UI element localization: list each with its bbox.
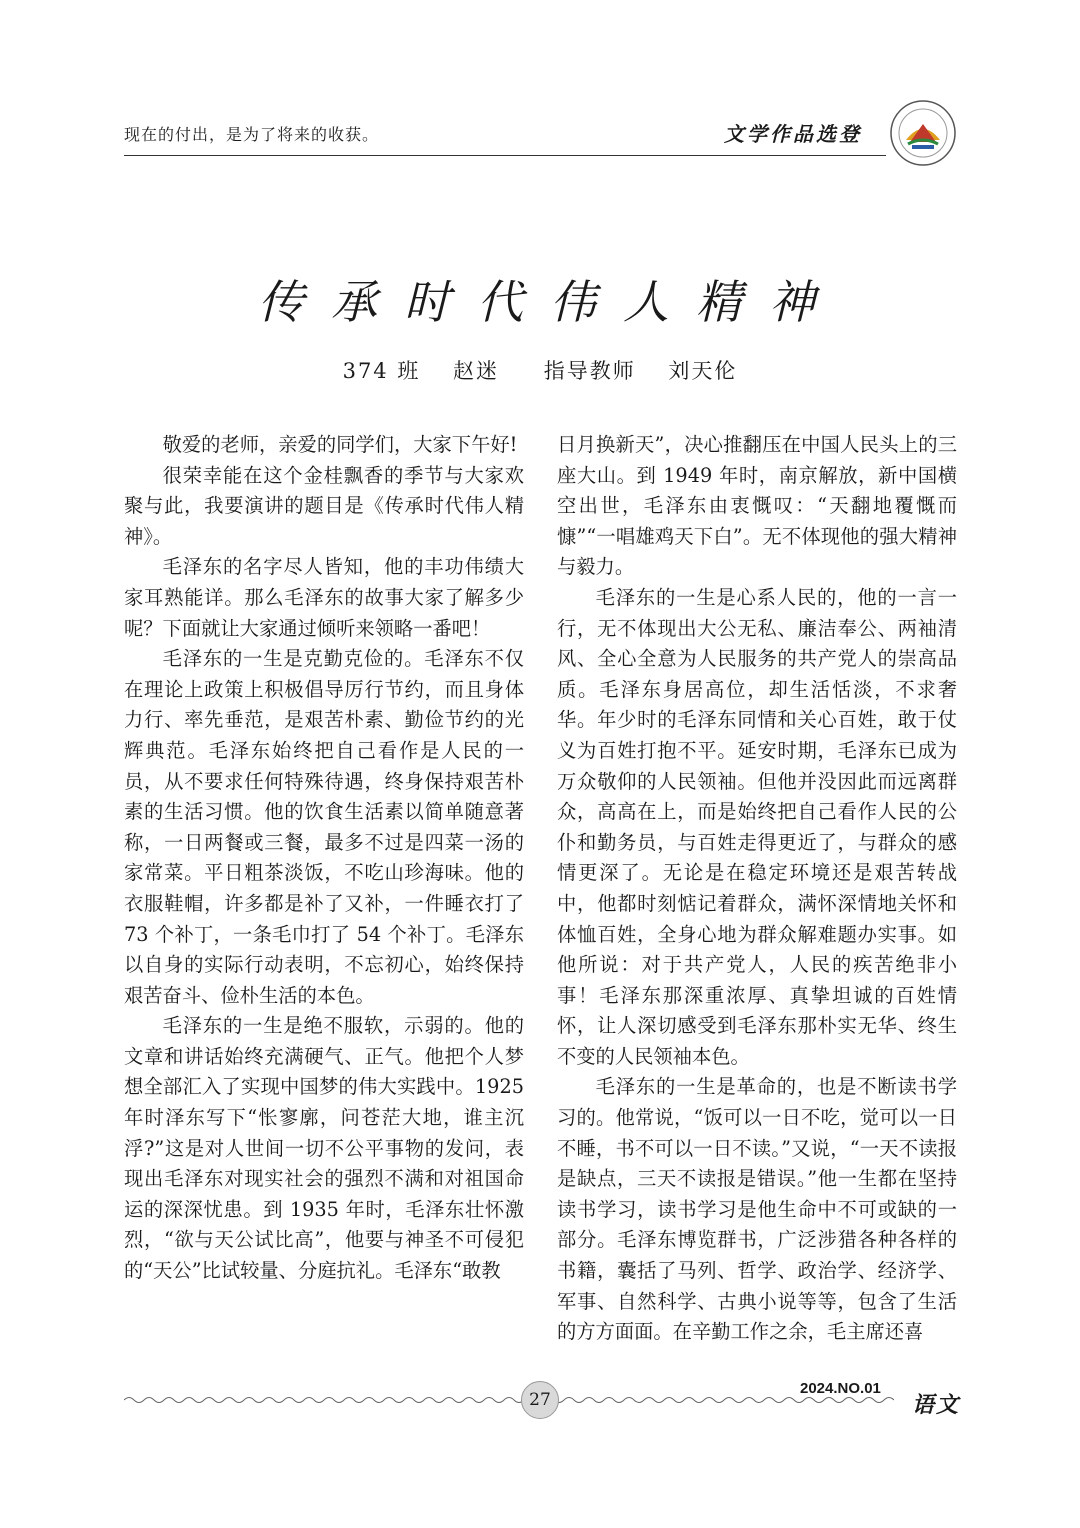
byline: [0, 355, 1080, 385]
header-divider: [124, 155, 886, 156]
left-column: [124, 430, 524, 1287]
byline-advisor-label: 指导教师: [543, 359, 636, 383]
paragraph: 毛泽东的名字尽人皆知，他的丰功伟绩大家耳熟能详。那么毛泽东的故事大家了解多少呢？下面就让大家通过倾听来领略一番吧！: [124, 555, 524, 640]
school-logo-icon: [888, 98, 958, 168]
paragraph: 很荣幸能在这个金桂飘香的季节与大家欢聚与此，我要演讲的题目是《传承时代伟人精神》。: [124, 463, 524, 548]
footer-wave-divider: [124, 1393, 894, 1407]
byline-class: 374 班: [342, 359, 421, 383]
section-title: 文学作品选登: [724, 122, 862, 146]
page-number: 27: [521, 1381, 559, 1419]
paragraph-continued: 日月换新天”，决心推翻压在中国人民头上的三座大山。到 1949 年时，南京解放，新中国横空出世，毛泽东由衷慨叹：“天翻地覆慨而慷”“一唱雄鸡天下白”。无不体现他的强大精神与毅力。: [557, 433, 957, 579]
paragraph: 毛泽东的一生是心系人民的，他的一言一行，无不体现出大公无私、廉洁奉公、两袖清风、全心全意为人民服务的共产党人的崇高品质。毛泽东身居高位，却生活恬淡，不求奢华。年少时的毛泽东同情和关心百姓，敢于仗义为百姓打抱不平。延安时期，毛泽东已成为万众敬仰的人民领袖。但他并没因此而远离群众，高高在上，而是始终把自己看作人民的公仆和勤务员，与百姓走得更近了，与群众的感情更深了。无论是在稳定环境还是艰苦转战中，他都时刻惦记着群众，满怀深情地关怀和体恤百姓，全身心地为群众解难题办实事。如他所说：对于共产党人，人民的疾苦绝非小事！毛泽东那深重浓厚、真挚坦诚的百姓情怀，让人深切感受到毛泽东那朴实无华、终生不变的人民领袖本色。: [557, 585, 957, 1068]
paragraph: 敬爱的老师，亲爱的同学们，大家下午好!: [162, 433, 518, 456]
magazine-name: 语文: [912, 1392, 961, 1418]
right-column: [557, 430, 957, 1348]
issue-number: 2024.NO.01: [800, 1380, 881, 1397]
byline-author: 赵迷: [453, 359, 500, 383]
paragraph: 毛泽东的一生是绝不服软，示弱的。他的文章和讲话始终充满硬气、正气。他把个人梦想全部汇入了实现中国梦的伟大实践中。1925 年时泽东写下“怅寥廓，问苍茫大地，谁主沉浮?”这是对人世间一切不公平事物的发问，表现出毛泽东对现实社会的强烈不满和对祖国命运的深深忧患。到 1935 年时，毛泽东壮怀激烈，“欲与天公试比高”，他要与神圣不可侵犯的“天公”比试较量、分庭抗礼。毛泽东“敢教: [124, 1014, 524, 1283]
article-title: 传承时代伟人精神: [258, 274, 842, 329]
header-motto: 现在的付出，是为了将来的收获。: [124, 125, 380, 144]
paragraph: 毛泽东的一生是革命的，也是不断读书学习的。他常说，“饭可以一日不吃，觉可以一日不睡，书不可以一日不读。”又说，“一天不读报是缺点，三天不读报是错误。”他一生都在坚持读书学习，读书学习是他生命中不可或缺的一部分。毛泽东博览群书，广泛涉猎各种各样的书籍，囊括了马列、哲学、政治学、经济学、军事、自然科学、古典小说等等，包含了生活的方方面面。在辛勤工作之余，毛主席还喜: [557, 1075, 957, 1344]
byline-advisor: 刘天伦: [668, 359, 738, 383]
paragraph: 毛泽东的一生是克勤克俭的。毛泽东不仅在理论上政策上积极倡导厉行节约，而且身体力行、率先垂范，是艰苦朴素、勤俭节约的光辉典范。毛泽东始终把自己看作是人民的一员，从不要求任何特殊待遇，终身保持艰苦朴素的生活习惯。他的饮食生活素以简单随意著称，一日两餐或三餐，最多不过是四菜一汤的家常菜。平日粗茶淡饭，不吃山珍海味。他的衣服鞋帽，许多都是补了又补，一件睡衣打了 73 个补丁，一条毛巾打了 54 个补丁。毛泽东以自身的实际行动表明，不忘初心，始终保持艰苦奋斗、俭朴生活的本色。: [124, 647, 524, 1007]
